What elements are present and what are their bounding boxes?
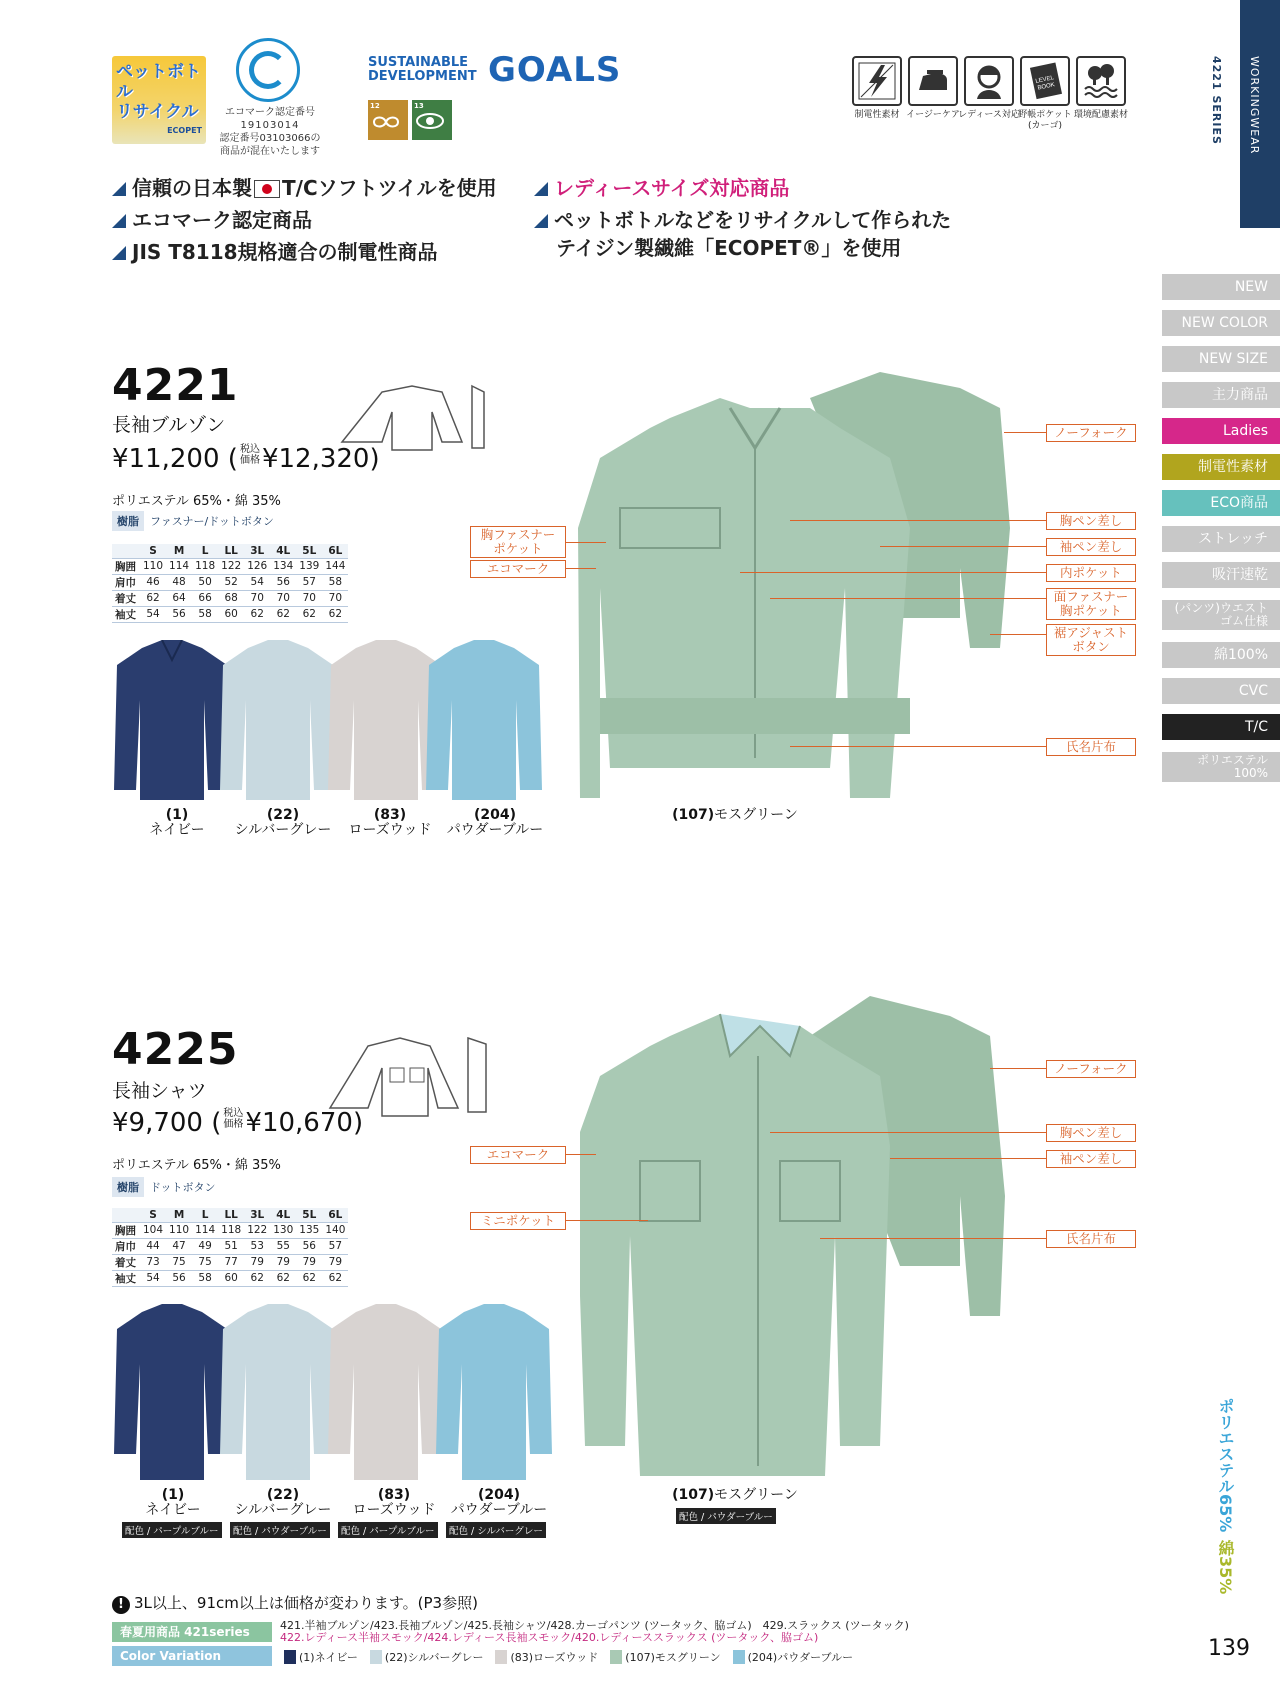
callout: 氏名片布 [1046, 738, 1136, 756]
size-cell: 胸囲 [112, 558, 140, 574]
svg-text:BOOK: BOOK [1037, 82, 1056, 92]
size-cell: 56 [166, 606, 192, 622]
table-row [112, 1222, 348, 1238]
size-cell: 60 [218, 1270, 244, 1286]
color-variation-label: (22)シルバーグレー [384, 1651, 484, 1664]
callout-line [740, 572, 1046, 573]
color-swatch [495, 1650, 507, 1664]
color-label: (204) パウダーブルー [446, 807, 544, 838]
exclamation-icon: ! [112, 1596, 130, 1614]
callout: 氏名片布 [1046, 1230, 1136, 1248]
category-tag: NEW [1162, 274, 1280, 300]
sdg-goals-logo: GOALS [488, 50, 622, 90]
size-cell: 56 [270, 574, 296, 590]
size-cell: 52 [218, 574, 244, 590]
callout: ノーフォーク [1046, 1060, 1136, 1078]
category-tag: 主力商品 [1162, 382, 1280, 408]
eco-mark-logo [236, 38, 300, 102]
feature-label: イージーケア [906, 110, 960, 120]
callout: 袖ペン差し [1046, 538, 1136, 556]
size-header-cell: M [166, 1208, 192, 1222]
callout: 袖ペン差し [1046, 1150, 1136, 1168]
size-cell: 130 [270, 1222, 296, 1238]
trim-color-badge: 配色 / パウダーブルー [230, 1522, 330, 1538]
table-row [112, 574, 348, 590]
size-cell: 79 [270, 1254, 296, 1270]
price: ¥9,700 ( 税込 価格¥10,670) [112, 1108, 364, 1138]
main-color-label: (107)モスグリーン [672, 807, 798, 823]
callout-line [566, 542, 606, 543]
size-cell: 袖丈 [112, 606, 140, 622]
size-cell: 70 [322, 590, 348, 606]
series-bar: 春夏用商品 421series [112, 1622, 272, 1642]
callout-line [566, 1220, 648, 1221]
main-color-label: (107)モスグリーン [672, 1487, 798, 1503]
line-drawing [318, 1028, 498, 1118]
size-cell: 54 [140, 1270, 166, 1286]
size-cell: 袖丈 [112, 1270, 140, 1286]
trim-color-badge: 配色 / パウダーブルー [676, 1508, 776, 1524]
size-cell: 58 [192, 1270, 218, 1286]
callout-line [890, 1158, 1046, 1159]
size-header-cell: S [140, 1208, 166, 1222]
sdg-title: SUSTAINABLE DEVELOPMENT [368, 55, 477, 84]
size-cell: 62 [140, 590, 166, 606]
callout-line [990, 634, 1046, 635]
size-cell: 114 [166, 558, 192, 574]
size-cell: 58 [192, 606, 218, 622]
size-header-cell: 6L [322, 544, 348, 558]
color-swatch [284, 1650, 296, 1664]
size-cell: 77 [218, 1254, 244, 1270]
size-cell: 135 [296, 1222, 322, 1238]
size-header-cell: L [192, 1208, 218, 1222]
size-cell: 68 [218, 590, 244, 606]
table-row [112, 1254, 348, 1270]
color-variation-label: (107)モスグリーン [625, 1651, 721, 1664]
size-cell: 104 [140, 1222, 166, 1238]
size-cell: 胸囲 [112, 1222, 140, 1238]
size-cell: 62 [244, 606, 270, 622]
callout-line [790, 520, 1046, 521]
size-cell: 53 [244, 1238, 270, 1254]
size-cell: 62 [322, 606, 348, 622]
size-header-cell: L [192, 544, 218, 558]
jacket-powder-blue [424, 640, 544, 810]
page-number: 139 [1208, 1636, 1250, 1661]
category-tag: ポリエステル 100% [1162, 752, 1280, 782]
shirt-silver-grey [218, 1304, 338, 1484]
category-tag: NEW SIZE [1162, 346, 1280, 372]
size-cell: 55 [270, 1238, 296, 1254]
size-cell: 66 [192, 590, 218, 606]
size-header-cell: 5L [296, 1208, 322, 1222]
series-text-ladies: 422.レディース半袖スモック/424.レディース長袖スモック/420.レディーススラックス (ツータック、脇ゴム) [280, 1631, 819, 1644]
model-number: 4221 [112, 360, 239, 411]
size-cell: 62 [296, 606, 322, 622]
eco-mark-text: エコマーク認定番号 19103014 認定番号03103066の 商品が混在いたします [219, 107, 321, 157]
size-cell: 肩巾 [112, 1238, 140, 1254]
category-tag: 吸汗速乾 [1162, 562, 1280, 588]
feature-bullet: ペットボトルなどをリサイクルして作られた [534, 204, 951, 233]
size-cell: 110 [166, 1222, 192, 1238]
color-variation-label: (204)パウダーブルー [747, 1651, 854, 1664]
size-cell: 50 [192, 574, 218, 590]
size-cell: 140 [322, 1222, 348, 1238]
color-label: (22) シルバーグレー [234, 807, 332, 838]
trim-color-badge: 配色 / シルバーグレー [446, 1522, 546, 1538]
callout-line [820, 1238, 1046, 1239]
size-header-cell: M [166, 544, 192, 558]
size-cell: 肩巾 [112, 574, 140, 590]
size-cell: 54 [140, 606, 166, 622]
iron-icon [908, 56, 958, 106]
table-row [112, 1270, 348, 1286]
size-cell: 70 [270, 590, 296, 606]
table-row [112, 1238, 348, 1254]
size-header-cell: LL [218, 1208, 244, 1222]
size-cell: 75 [192, 1254, 218, 1270]
size-cell: 79 [296, 1254, 322, 1270]
model-number: 4225 [112, 1024, 239, 1075]
size-cell: 60 [218, 606, 244, 622]
callout-line [790, 746, 1046, 747]
size-cell: 着丈 [112, 1254, 140, 1270]
size-header-cell: S [140, 544, 166, 558]
size-cell: 着丈 [112, 590, 140, 606]
side-material-poly: ポリエステル65% [1216, 1398, 1235, 1533]
material: ポリエステル 65%・綿 35% [112, 494, 281, 509]
svg-text:LEVEL: LEVEL [1035, 75, 1055, 85]
color-label: (83) ローズウッド [352, 1487, 436, 1518]
product-name: 長袖ブルゾン [112, 414, 226, 436]
size-cell: 57 [296, 574, 322, 590]
size-cell: 62 [270, 606, 296, 622]
size-table [112, 544, 348, 623]
resin-info: 樹脂 ファスナー/ドットボタン [112, 510, 274, 531]
size-cell: 51 [218, 1238, 244, 1254]
table-row [112, 590, 348, 606]
callout: 裾アジャスト ボタン [1046, 624, 1136, 656]
category-tag: 制電性素材 [1162, 454, 1280, 480]
color-swatch [733, 1650, 745, 1664]
material: ポリエステル 65%・綿 35% [112, 1158, 281, 1173]
pet-bottle-recycle-logo: ペットボトル リサイクル ECOPET [112, 56, 206, 144]
jacket-silver-grey [218, 640, 338, 810]
size-cell: 56 [296, 1238, 322, 1254]
category-tag: CVC [1162, 678, 1280, 704]
callout: 胸ペン差し [1046, 512, 1136, 530]
color-variations [284, 1650, 865, 1664]
ladies-icon [964, 56, 1014, 106]
size-cell: 56 [166, 1270, 192, 1286]
callout-line [770, 598, 1046, 599]
series-text: 421.半袖ブルゾン/423.長袖ブルゾン/425.長袖シャツ/428.カーゴパンツ (ツータック、脇ゴム) 429.スラックス (ツータック) [280, 1619, 909, 1632]
feature-bullet: 信頼の日本製 T/Cソフトツイルを使用 [112, 172, 497, 201]
size-cell: 62 [270, 1270, 296, 1286]
feature-label: レディース対応 [958, 110, 1020, 120]
color-label: (204) パウダーブルー [450, 1487, 548, 1518]
size-cell: 126 [244, 558, 270, 574]
callout-line [770, 1132, 1046, 1133]
japan-flag-icon [254, 180, 280, 198]
shirt-rosewood [326, 1304, 446, 1484]
resin-info: 樹脂 ドットボタン [112, 1176, 216, 1197]
callout-line [1004, 432, 1046, 433]
sdg-13-icon: 13 [412, 100, 452, 140]
category-tag: ストレッチ [1162, 526, 1280, 552]
size-cell: 49 [192, 1238, 218, 1254]
size-cell: 139 [296, 558, 322, 574]
category-tag: Ladies [1162, 418, 1280, 444]
feature-bullet: JIS T8118規格適合の制電性商品 [112, 236, 438, 265]
size-cell: 62 [244, 1270, 270, 1286]
size-cell: 46 [140, 574, 166, 590]
feature-bullet-cont: テイジン製繊維「ECOPET®」を使用 [556, 236, 902, 260]
size-cell: 62 [296, 1270, 322, 1286]
lightning-icon [852, 56, 902, 106]
size-cell: 54 [244, 574, 270, 590]
size-cell: 70 [296, 590, 322, 606]
size-header-cell [112, 1208, 140, 1222]
color-swatch [610, 1650, 622, 1664]
size-cell: 79 [322, 1254, 348, 1270]
size-cell: 122 [218, 558, 244, 574]
feature-label: 制電性素材 [854, 110, 900, 120]
color-label: (22) シルバーグレー [234, 1487, 332, 1518]
line-drawing [322, 372, 492, 452]
color-label: (1) ネイビー [149, 807, 205, 838]
size-header-cell: 5L [296, 544, 322, 558]
category-tag: T/C [1162, 714, 1280, 740]
jacket-navy [112, 640, 232, 810]
price-note: ! 3L以上、91cm以上は価格が変わります。(P3参照) [112, 1592, 478, 1614]
size-cell: 48 [166, 574, 192, 590]
feature-label: 環境配慮素材 [1073, 110, 1128, 120]
size-header-cell: 6L [322, 1208, 348, 1222]
size-cell: 79 [244, 1254, 270, 1270]
size-table [112, 1208, 348, 1287]
side-material-cotton: 綿35% [1216, 1540, 1235, 1595]
shirt-main-moss-green [580, 996, 1020, 1486]
size-cell: 122 [244, 1222, 270, 1238]
callout-line [566, 1154, 596, 1155]
notebook-icon [1020, 56, 1070, 106]
table-row [112, 606, 348, 622]
callout: ミニポケット [470, 1212, 566, 1230]
color-label: (83) ローズウッド [348, 807, 432, 838]
size-cell: 73 [140, 1254, 166, 1270]
feature-icons [852, 56, 1192, 136]
size-cell: 110 [140, 558, 166, 574]
callout: エコマーク [470, 560, 566, 578]
callout: エコマーク [470, 1146, 566, 1164]
size-header-cell: LL [218, 544, 244, 558]
category-tag: NEW COLOR [1162, 310, 1280, 336]
shirt-navy [112, 1304, 232, 1484]
category-tag: (パンツ)ウエスト ゴム仕様 [1162, 600, 1280, 630]
color-variation-bar: Color Variation [112, 1646, 272, 1666]
size-cell: 47 [166, 1238, 192, 1254]
feature-bullet: レディースサイズ対応商品 [534, 172, 789, 201]
side-tab: WORKINGWEAR [1240, 0, 1280, 228]
size-header-cell: 4L [270, 544, 296, 558]
callout: 胸ペン差し [1046, 1124, 1136, 1142]
size-header-cell: 4L [270, 1208, 296, 1222]
sdg-12-icon: 12 [368, 100, 408, 140]
size-cell: 57 [322, 1238, 348, 1254]
size-cell: 70 [244, 590, 270, 606]
trim-color-badge: 配色 / パープルブルー [122, 1522, 222, 1538]
product-name: 長袖シャツ [112, 1080, 207, 1102]
size-header-cell: 3L [244, 1208, 270, 1222]
category-tag: 綿100% [1162, 642, 1280, 668]
size-header-cell: 3L [244, 544, 270, 558]
feature-bullet: エコマーク認定商品 [112, 204, 312, 233]
color-label: (1) ネイビー [145, 1487, 201, 1518]
environment-icon [1076, 56, 1126, 106]
callout: 内ポケット [1046, 564, 1136, 582]
color-variation-label: (83)ローズウッド [510, 1651, 599, 1664]
trim-color-badge: 配色 / パープルブルー [338, 1522, 438, 1538]
size-cell: 62 [322, 1270, 348, 1286]
callout: 胸ファスナー ポケット [470, 526, 566, 558]
callout-line [566, 568, 596, 569]
size-cell: 118 [192, 558, 218, 574]
callout-line [880, 546, 1046, 547]
size-cell: 114 [192, 1222, 218, 1238]
size-cell: 118 [218, 1222, 244, 1238]
size-cell: 64 [166, 590, 192, 606]
category-tag: ECO商品 [1162, 490, 1280, 516]
size-cell: 75 [166, 1254, 192, 1270]
size-header-cell [112, 544, 140, 558]
feature-label: 野帳ポケット (カーゴ) [1018, 110, 1072, 131]
shirt-powder-blue [434, 1304, 554, 1484]
callout-line [990, 1068, 1046, 1069]
color-swatch [370, 1650, 382, 1664]
table-row [112, 558, 348, 574]
size-cell: 58 [322, 574, 348, 590]
callout: 面ファスナー 胸ポケット [1046, 588, 1136, 620]
size-cell: 44 [140, 1238, 166, 1254]
jacket-main-moss-green [560, 368, 1020, 818]
callout: ノーフォーク [1046, 424, 1136, 442]
series-label: 4221 SERIES [1210, 56, 1223, 145]
color-variation-label: (1)ネイビー [299, 1651, 358, 1664]
price: ¥11,200 ( 税込 価格¥12,320) [112, 444, 380, 474]
size-cell: 134 [270, 558, 296, 574]
size-cell: 144 [322, 558, 348, 574]
